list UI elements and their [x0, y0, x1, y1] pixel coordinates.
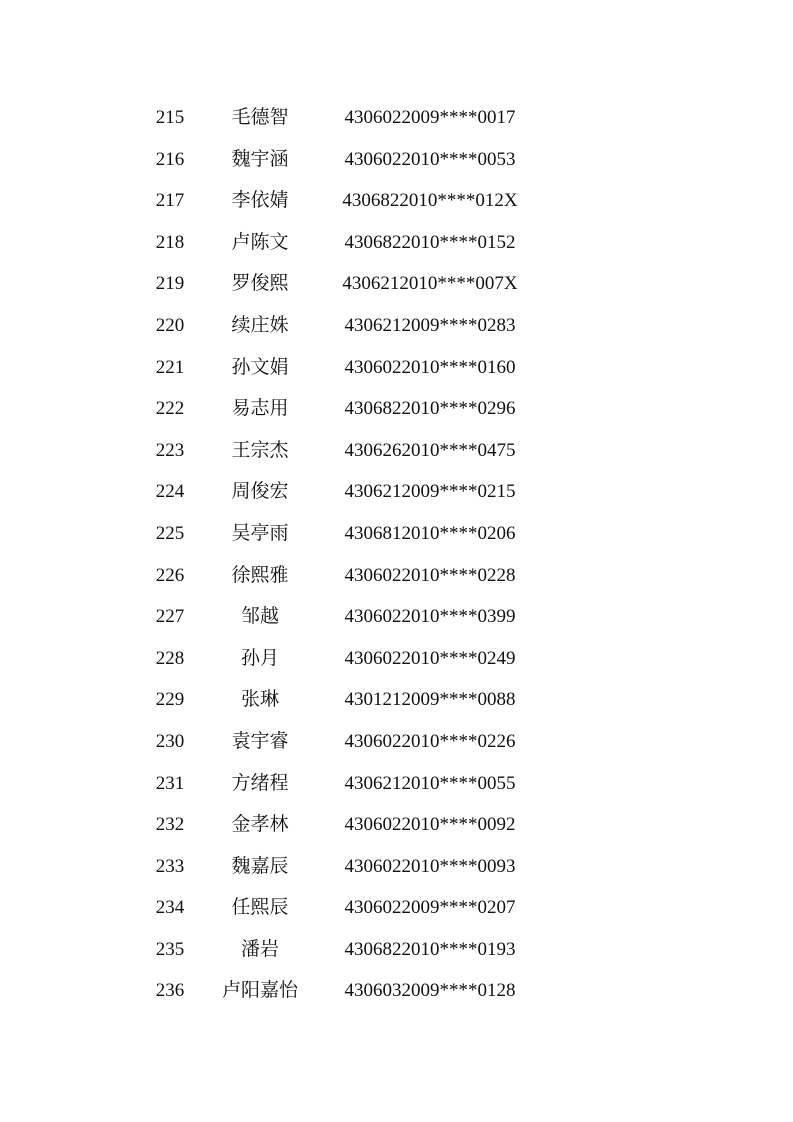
- list-item: [0, 222, 793, 264]
- entry-number: 227: [155, 606, 185, 628]
- entry-name: 张琳: [240, 688, 279, 711]
- entry-name: 吴亭雨: [231, 521, 289, 544]
- entry-number: 230: [155, 730, 185, 752]
- entry-id-number: 4306022010****0228: [344, 564, 516, 586]
- entry-id-number: 4306022010****0053: [344, 148, 516, 170]
- entry-number: 219: [155, 273, 185, 295]
- list-item: [0, 929, 793, 971]
- list-item: [0, 721, 793, 763]
- list-item: [0, 305, 793, 347]
- entry-name: 魏宇涵: [231, 147, 289, 170]
- entry-id-number: 4306022009****0207: [344, 897, 516, 919]
- entry-id-number: 4306822010****0296: [344, 398, 516, 420]
- entry-name: 潘岩: [240, 937, 279, 960]
- entry-name: 毛德智: [231, 106, 289, 128]
- list-item: [0, 139, 793, 181]
- entry-id-number: 4306212010****007X: [342, 273, 518, 295]
- entry-id-number: 4306822010****012X: [342, 190, 518, 212]
- entry-name: 任熙辰: [231, 896, 289, 919]
- list-item: [0, 430, 793, 472]
- list-item: [0, 263, 793, 305]
- list-item: [0, 596, 793, 638]
- entry-number: 231: [155, 772, 185, 794]
- entry-number: 224: [155, 481, 185, 503]
- list-item: [0, 846, 793, 888]
- list-item: [0, 513, 793, 555]
- entry-id-number: 4306822010****0193: [344, 938, 516, 960]
- entry-id-number: 4306022010****0399: [344, 606, 516, 628]
- entry-name: 魏嘉辰: [231, 854, 289, 877]
- entry-name: 周俊宏: [231, 480, 289, 503]
- entry-id-number: 4306022009****0017: [344, 107, 516, 128]
- entry-id-number: 4306812010****0206: [344, 522, 516, 544]
- entry-number: 236: [155, 980, 185, 1002]
- entry-number: 216: [155, 148, 185, 170]
- entry-name: 易志用: [231, 397, 289, 420]
- entry-number: 226: [155, 564, 185, 586]
- entry-name: 邹越: [240, 605, 279, 628]
- entry-id-number: 4306032009****0128: [344, 980, 516, 1002]
- entry-number: 234: [155, 897, 185, 919]
- entry-id-number: 4306212010****0055: [344, 772, 516, 794]
- entry-name: 卢阳嘉怡: [221, 979, 298, 1002]
- list-item: [0, 638, 793, 680]
- entry-number: 225: [155, 522, 185, 544]
- list-item: [0, 804, 793, 846]
- list-item: [0, 555, 793, 597]
- list-item: [0, 388, 793, 430]
- entry-name: 孙文娟: [231, 355, 289, 378]
- entry-name: 李依婧: [231, 189, 289, 212]
- entry-name: 续庄姝: [231, 313, 289, 336]
- entry-name: 金孝林: [231, 813, 289, 836]
- entry-number: 222: [155, 398, 185, 420]
- entry-id-number: 4306212009****0215: [344, 481, 516, 503]
- entry-name: 罗俊熙: [231, 272, 289, 295]
- entry-number: 223: [155, 439, 185, 461]
- entry-name: 卢陈文: [231, 230, 289, 253]
- entry-number: 235: [155, 938, 185, 960]
- entry-number: 229: [155, 689, 185, 711]
- entry-id-number: 4306022010****0093: [344, 855, 516, 877]
- entry-number: 218: [155, 231, 185, 253]
- list-item: [0, 970, 793, 1012]
- list-item: [0, 97, 793, 139]
- entry-id-number: 4306212009****0283: [344, 314, 516, 336]
- list-item: [0, 887, 793, 929]
- entry-name: 方绪程: [231, 771, 289, 794]
- entry-id-number: 4306022010****0092: [344, 814, 516, 836]
- list-item: [0, 180, 793, 222]
- entry-id-number: 4306022010****0249: [344, 647, 516, 669]
- entry-number: 215: [155, 107, 185, 128]
- entry-id-number: 4306262010****0475: [344, 439, 516, 461]
- entry-id-number: 4306822010****0152: [344, 231, 516, 253]
- entry-name: 孙月: [240, 646, 279, 669]
- entry-id-number: 4301212009****0088: [344, 689, 516, 711]
- entry-name: 徐熙雅: [231, 563, 289, 586]
- list-item: [0, 679, 793, 721]
- entry-name: 袁宇睿: [231, 729, 289, 752]
- entry-number: 228: [155, 647, 185, 669]
- entry-id-number: 4306022010****0160: [344, 356, 516, 378]
- entry-id-number: 4306022010****0226: [344, 730, 516, 752]
- entry-name: 王宗杰: [231, 438, 289, 461]
- entry-number: 221: [155, 356, 185, 378]
- entry-number: 217: [155, 190, 185, 212]
- list-item: [0, 471, 793, 513]
- list-item: [0, 763, 793, 805]
- roster-list: [0, 97, 793, 1012]
- entry-number: 232: [155, 814, 185, 836]
- entry-number: 233: [155, 855, 185, 877]
- entry-number: 220: [155, 314, 185, 336]
- list-item: [0, 347, 793, 389]
